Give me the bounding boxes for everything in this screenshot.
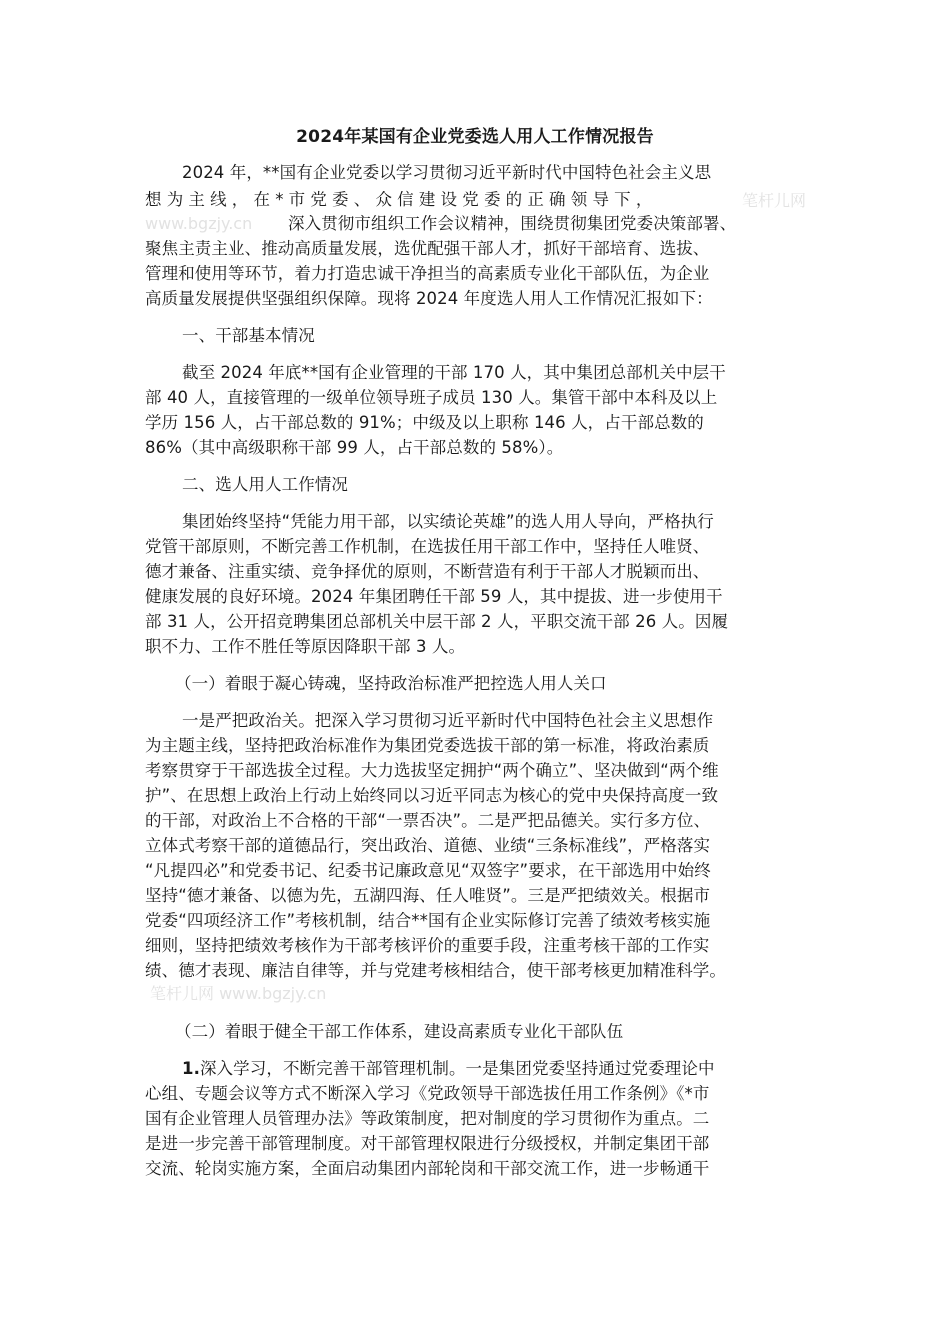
paragraph-line: 职不力、工作不胜任等原因降职干部 3 人。 — [145, 637, 466, 656]
paragraph-line: 部 31 人，公开招竞聘集团总部机关中层干部 2 人，平职交流干部 26 人。因履 — [145, 612, 729, 631]
paragraph-line: 坚持“德才兼备、以德为先，五湖四海、任人唯贤”。三是严把绩效关。根据市 — [145, 886, 711, 905]
paragraph-line: 细则，坚持把绩效考核作为干部考核评价的重要手段，注重考核干部的工作实 — [145, 936, 710, 955]
document-title: 2024年某国有企业党委选人用人工作情况报告 — [296, 127, 654, 147]
paragraph-line: 深入贯彻市组织工作会议精神，围绕贯彻集团党委决策部署、 — [288, 214, 737, 233]
paragraph-line: 德才兼备、注重实绩、竞争择优的原则，不断营造有利于干部人才脱颖而出、 — [145, 562, 710, 581]
numbered-item-line — [182, 1058, 715, 1080]
paragraph-line: 考察贯穿于干部选拔全过程。大力选拔坚定拥护“两个确立”、坚决做到“两个维 — [145, 761, 719, 780]
paragraph-line: 党管干部原则，不断完善工作机制，在选拔任用干部工作中，坚持任人唯贤、 — [145, 537, 710, 556]
watermark-text: 笔杆儿网 — [742, 191, 807, 210]
section-heading: 二、选人用人工作情况 — [182, 475, 348, 494]
watermark-text: 笔杆儿网 www.bgzjy.cn — [150, 984, 327, 1003]
paragraph-line: 心组、专题会议等方式不断深入学习《党政领导干部选拔任用工作条例》《*市 — [145, 1084, 710, 1103]
watermark-text: www.bgzjy.cn — [145, 214, 253, 233]
section-heading: 一、干部基本情况 — [182, 326, 315, 345]
paragraph-line: 2024 年，**国有企业党委以学习贯彻习近平新时代中国特色社会主义思 — [182, 163, 712, 182]
paragraph-line: 健康发展的良好环境。2024 年集团聘任干部 59 人，其中提拔、进一步使用干 — [145, 587, 723, 606]
paragraph-line: 截至 2024 年底**国有企业管理的干部 170 人，其中集团总部机关中层干 — [182, 363, 726, 382]
paragraph-line: “凡提四必”和党委书记、纪委书记廉政意见“双签字”要求，在干部选用中始终 — [145, 861, 711, 880]
paragraph-line: 管理和使用等环节，着力打造忠诚干净担当的高素质专业化干部队伍，为企业 — [145, 264, 710, 283]
paragraph-line: 为主题主线，坚持把政治标准作为集团党委选拔干部的第一标准，将政治素质 — [145, 736, 710, 755]
item-number: 1. — [182, 1059, 200, 1078]
paragraph-line: 的干部，对政治上不合格的干部“一票否决”。二是严把品德关。实行多方位、 — [145, 811, 711, 830]
paragraph-line: 部 40 人，直接管理的一级单位领导班子成员 130 人。集管干部中本科及以上 — [145, 388, 718, 407]
paragraph-line: 护”、在思想上政治上行动上始终同以习近平同志为核心的党中央保持高度一致 — [145, 786, 719, 805]
paragraph-line: 集团始终坚持“凭能力用干部，以实绩论英雄”的选人用人导向，严格执行 — [182, 512, 714, 531]
subsection-heading: （一）着眼于凝心铸魂，坚持政治标准严把控选人用人关口 — [175, 674, 607, 693]
paragraph-line: 想为主线，在*市党委、众信建设党委的正确领导下， — [145, 190, 658, 209]
paragraph-line: 国有企业管理人员管理办法》等政策制度，把对制度的学习贯彻作为重点。二 — [145, 1109, 710, 1128]
paragraph-line: 是进一步完善干部管理制度。对干部管理权限进行分级授权，并制定集团干部 — [145, 1134, 710, 1153]
paragraph-line: 一是严把政治关。把深入学习贯彻习近平新时代中国特色社会主义思想作 — [182, 711, 714, 730]
paragraph-line: 绩、德才表现、廉洁自律等，并与党建考核相结合，使干部考核更加精准科学。 — [145, 961, 726, 980]
paragraph-line: 立体式考察干部的道德品行，突出政治、道德、业绩“三条标准线”，严格落实 — [145, 836, 711, 855]
paragraph-line: 学历 156 人，占干部总数的 91%；中级及以上职称 146 人，占干部总数的 — [145, 413, 704, 432]
subsection-heading: （二）着眼于健全干部工作体系，建设高素质专业化干部队伍 — [175, 1022, 624, 1041]
paragraph-line: 高质量发展提供坚强组织保障。现将 2024 年度选人用人工作情况汇报如下： — [145, 289, 713, 308]
item-text: 深入学习，不断完善干部管理机制。一是集团党委坚持通过党委理论中 — [199, 1059, 715, 1078]
paragraph-line: 86%（其中高级职称干部 99 人，占干部总数的 58%）。 — [145, 438, 564, 457]
paragraph-line: 交流、轮岗实施方案，全面启动集团内部轮岗和干部交流工作，进一步畅通干 — [145, 1159, 710, 1178]
paragraph-line: 聚焦主责主业、推动高质量发展，选优配强干部人才，抓好干部培育、选拔、 — [145, 239, 710, 258]
paragraph-line: 党委“四项经济工作”考核机制，结合**国有企业实际修订完善了绩效考核实施 — [145, 911, 711, 930]
